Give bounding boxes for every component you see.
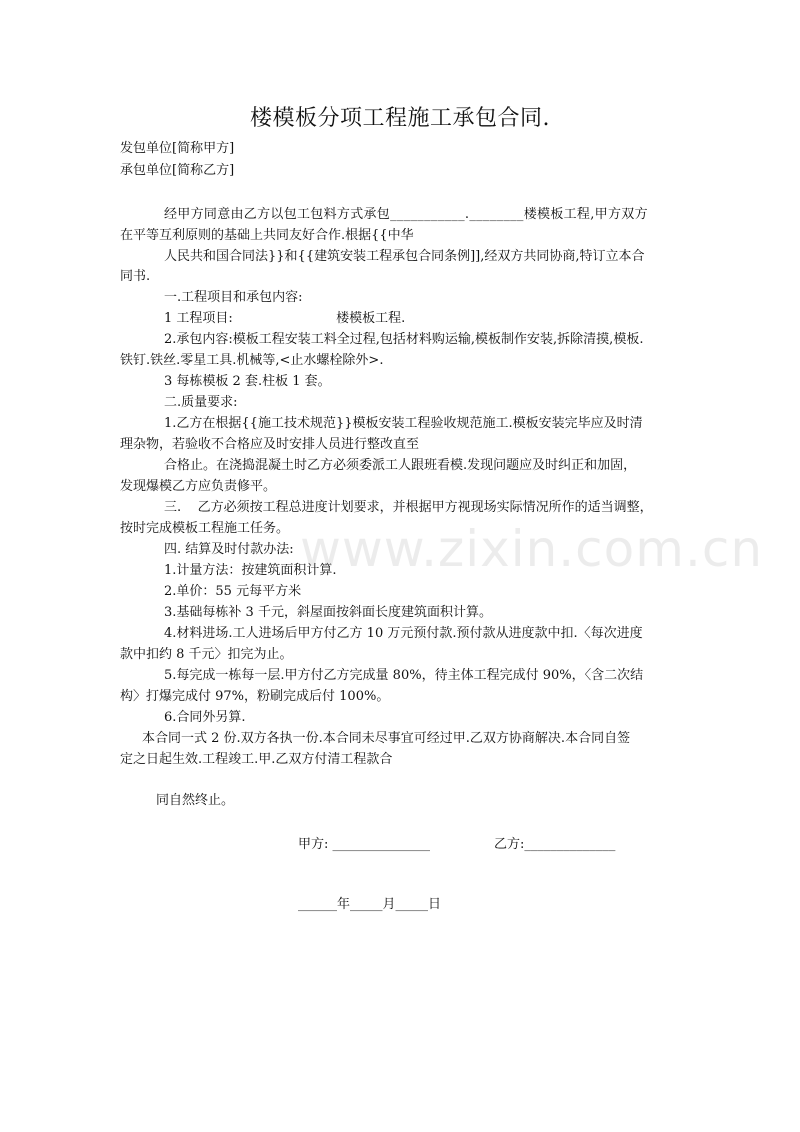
body-line: 经甲方同意由乙方以包工包料方式承包___________.________楼模板工程,甲方双方 <box>164 207 648 222</box>
party-a-signature: 甲方: _______________ <box>298 837 431 852</box>
section-heading: 一.工程项目和承包内容: <box>164 290 303 305</box>
body-line: 款中扣约 8 千元〉扣完为止。 <box>120 647 293 662</box>
watermark-text: www.zixin.com.cn <box>300 520 764 578</box>
contractor-line: 承包单位[简称乙方] <box>120 163 235 178</box>
contract-title: 楼模板分项工程施工承包合同. <box>250 106 550 131</box>
body-line: 1.计量方法：按建筑面积计算. <box>164 563 337 578</box>
issuer-line: 发包单位[简称甲方] <box>120 141 235 156</box>
section-heading: 三. 乙方必须按工程总进度计划要求，并根据甲方视现场实际情况所作的适当调整， <box>164 500 653 515</box>
body-line: 人民共和国合同法}}和{{建筑安装工程承包合同条例]],经双方共同协商,特订立本合 <box>164 249 645 264</box>
body-line: 本合同一式 2 份.双方各执一份.本合同未尽事宜可经过甲.乙双方协商解决.本合同自签 <box>142 731 631 746</box>
body-line: 5.每完成一栋每一层.甲方付乙方完成量 80%，待主体工程完成付 90%，〈含二次结 <box>164 668 644 683</box>
body-line: 发现爆模乙方应负责修平。 <box>120 479 277 494</box>
body-line: 3 每栋模板 2 套.柱板 1 套。 <box>164 374 331 389</box>
body-line: 合格止。在浇捣混凝土时乙方必须委派工人跟班看模.发现问题应及时纠正和加固， <box>164 458 637 473</box>
body-line: 同书. <box>120 269 151 284</box>
body-line: 6.合同外另算. <box>164 710 246 725</box>
body-line: 构〉打爆完成付 97%，粉刷完成后付 100%。 <box>120 689 390 704</box>
body-line: 按时完成模板工程施工任务。 <box>120 521 290 536</box>
body-line: 同自然终止。 <box>156 793 235 808</box>
body-line: 4.材料进场.工人进场后甲方付乙方 10 万元预付款.预付款从进度款中扣.〈每次进度 <box>164 626 643 641</box>
signature-date: ______年_____月_____日 <box>298 897 442 912</box>
body-line: 在平等互利原则的基础上共同友好合作.根据{{中华 <box>120 228 414 243</box>
body-line: 铁钉.铁丝.零星工具.机械等,<止水螺栓除外>. <box>120 353 384 368</box>
body-line: 理杂物，若验收不合格应及时安排人员进行整改直至 <box>120 437 420 452</box>
body-line: 1.乙方在根据{{施工技术规范}}模板安装工程验收规范施工.模板安装完毕应及时清 <box>164 416 643 431</box>
section-heading: 四. 结算及时付款办法: <box>164 542 294 557</box>
body-line: 定之日起生效.工程竣工.甲.乙双方付清工程款合 <box>120 752 393 767</box>
section-heading: 二.质量要求: <box>164 395 238 410</box>
body-line: 2.单价：55 元每平方米 <box>164 584 302 599</box>
party-b-signature: 乙方:______________ <box>494 837 616 852</box>
body-line: 1 工程项目: 楼模板工程. <box>164 311 406 326</box>
body-line: 2.承包内容:模板工程安装工料全过程,包括材料购运输,模板制作安装,拆除清摸,模板. <box>164 332 644 347</box>
body-line: 3.基础每栋补 3 千元，斜屋面按斜面长度建筑面积计算。 <box>164 605 492 620</box>
